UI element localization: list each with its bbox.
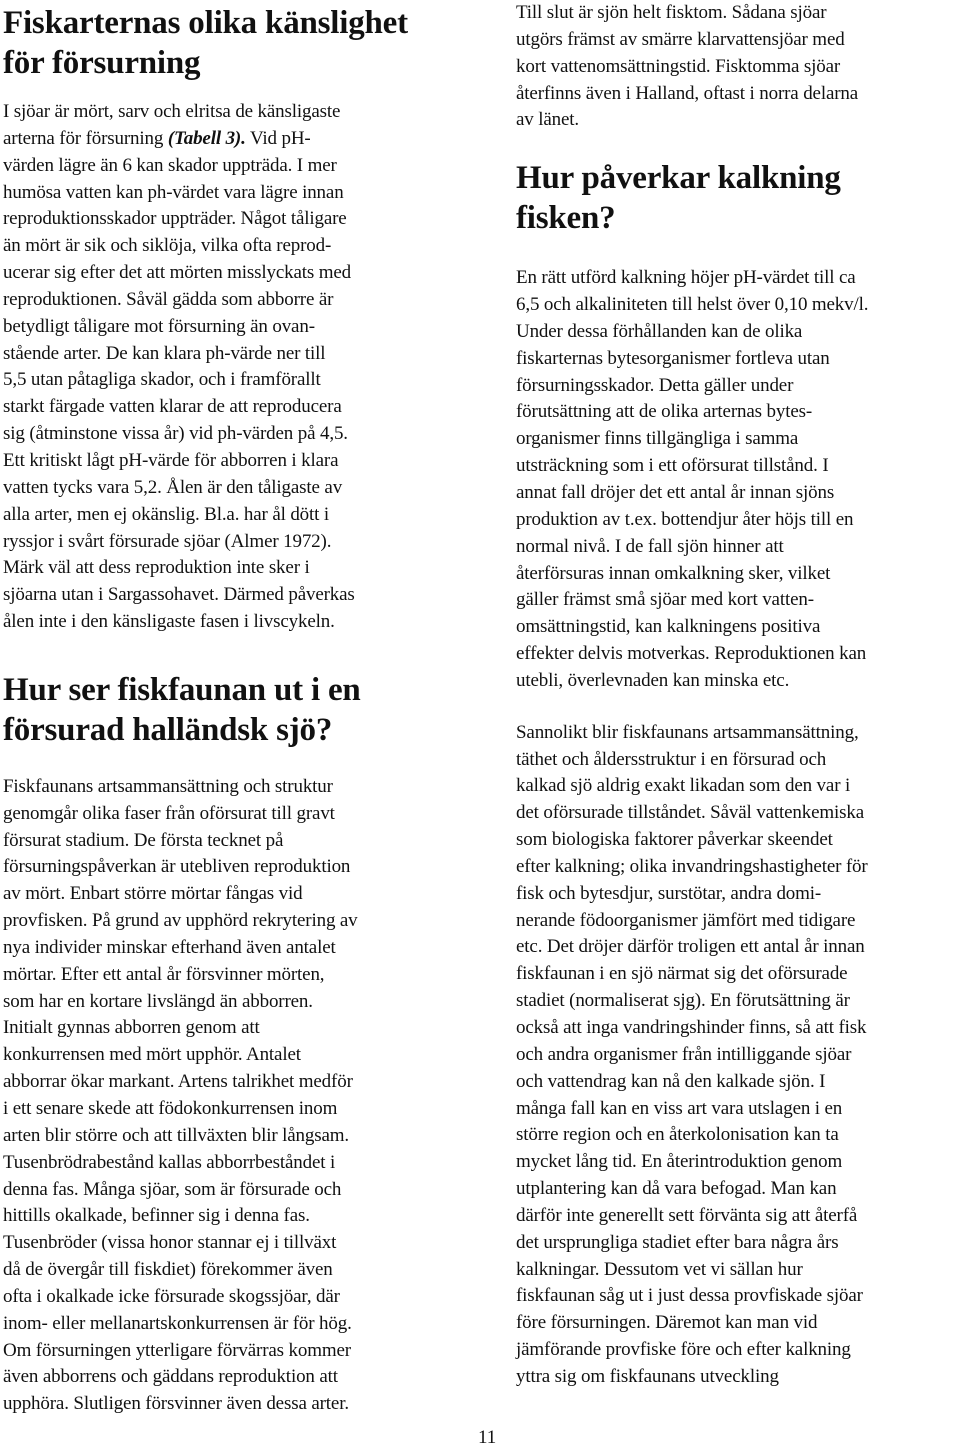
right-column — [516, 0, 958, 1391]
paragraph-liming-2: Sannolikt blir fiskfaunans artsammansättning, täthet och åldersstruktur i en försurad och kalkad sjö aldrig exakt likadan som den var i det oförsurade tillståndet. Såväl vattenkemiska som biologiska faktorer påverkar skeendet efter kalkning; olika invandringshastigheter för fisk och bytesdjur, surstötar, andra domi- nerande födoorganismer jämfört med tidigare etc. Det dröjer därför troligen ett antal år innan fiskfaunan i en sjö närmat sig det oförsurade stadiet (normaliserat sjg). En förutsättning är också att inga vandringshinder finns, så att fisk och andra organismer från intilliggande sjöar och vattendrag kan nå den kalkade sjön. I många fall kan en viss art vara utslagen i en större region och en återkolonisation kan ta mycket lång tid. En återintroduktion genom utplantering kan då vara befogad. Man kan därför inte generellt sett förvänta sig att återfå det ursprungliga stadiet efter bara några års kalkningar. Dessutom vet vi sällan hur fiskfaunan såg ut i just dessa provfiskade sjöar före försurningen. Däremot kan man vid jämförande provfiske före och efter kalkning yttra sig om fiskfaunans utveckling — [516, 721, 868, 1387]
section-heading-sensitivity: Fiskarternas olika känslighet för försurning — [3, 5, 408, 81]
paragraph-acidified-lake: Fiskfaunans artsammansättning och struktur genomgår olika faser från oförsurat till gravt försurat stadium. De första tecknet på försurningspåverkan är utebliven reproduktion av mört. Enbart större mörtar fångas vid provfisken. På grund av upphörd rekrytering av nya individer minskar efterhand även antalet mörtar. Efter ett antal år försvinner mörten, som har en kortare livslängd än abborren. Initialt gynnas abborren genom att konkurrensen med mört upphör. Antalet abborrar ökar markant. Artens talrikhet medför i ett senare skede att födokonkurrensen inom arten blir större och att tillväxten blir långsam. Tusenbrödrabestånd kallas abborrbeståndet i denna fas. Många sjöar, som är försurade och hittills okalkade, befinner sig i denna fas. Tusenbröder (vissa honor stannar ej i tillväxt då de övergår till fiskdiet) förekommer även ofta i okalkade icke försurade skogssjöar, där inom- eller mellanartskonkurrensen är för hög. Om försurningen ytterligare förvärras kommer även abborrens och gäddans reproduktion att upphöra. Slutligen försvinner även dessa arter. — [3, 775, 358, 1415]
paragraph-sensitivity-intro: I sjöar är mört, sarv och elritsa de känsligaste arterna för försurning — [3, 101, 341, 149]
page-number: 11 — [478, 1427, 497, 1448]
paragraph-sensitivity — [3, 99, 473, 636]
section-heading-acidified-lake: Hur ser fiskfaunan ut i en försurad halländsk sjö? — [3, 671, 361, 748]
table-reference: (Tabell 3). — [167, 127, 246, 149]
paragraph-continuation: Till slut är sjön helt fisktom. Sådana sjöar utgörs främst av smärre klarvattensjöar med kort vattenomsättningstid. Fisktomma sjöar återfinns även i Halland, oftast i norra delarna av länet. — [516, 2, 859, 131]
left-column — [3, 0, 473, 1418]
paragraph-sensitivity-body: Vid pH- värden lägre än 6 kan skador uppträda. I mer humösa vatten kan ph-värdet vara lägre innan reproduktionsskador uppträder. Något tåligare än mört är sik och siklöja, vilka ofta reprod- ucerar sig efter det att mörten misslyckats med reproduktionen. Såväl gädda som abborre är betydligt tåligare mot försurning än ovan- stående arter. De kan klara ph-värde ner till 5,5 utan påtagliga skador, och i framförallt starkt färgade vatten klarar de att reproducera sig (åtminstone vissa år) vid ph-värden på 4,5. Ett kritiskt lågt pH-värde för abborren i klara vatten tycks vara 5,2. Ålen är den tåligaste av alla arter, men ej okänslig. Bl.a. har ål dött i ryssjor i svårt försurade sjöar (Almer 1972). Märk väl att dess reproduktion inte sker i sjöarna utan i Sargassohavet. Därmed påverkas ålen inte i den känsligaste fasen i livscykeln. — [3, 127, 355, 633]
paragraph-liming-1: En rätt utförd kalkning höjer pH-värdet till ca 6,5 och alkaliniteten till helst över 0,10 mekv/l. Under dessa förhållanden kan de olika fiskarternas bytesorganismer fortleva utan försurningsskador. Detta gäller under förutsättning att de olika arternas bytes- organismer finns tillgängliga i samma utsträckning som i ett oförsurat tillstånd. I annat fall dröjer det ett antal år innan sjöns produktion av t.ex. bottendjur åter höjs till en normal nivå. I de fall sjön hinner att återförsuras innan omkalkning sker, vilket gäller främst små sjöar med kort vatten- omsättningstid, kan kalkningens positiva effekter delvis motverkas. Reproduktionen kan utebli, överlevnaden kan minska etc. — [516, 267, 869, 691]
section-heading-liming: Hur påverkar kalkning fisken? — [516, 160, 841, 237]
